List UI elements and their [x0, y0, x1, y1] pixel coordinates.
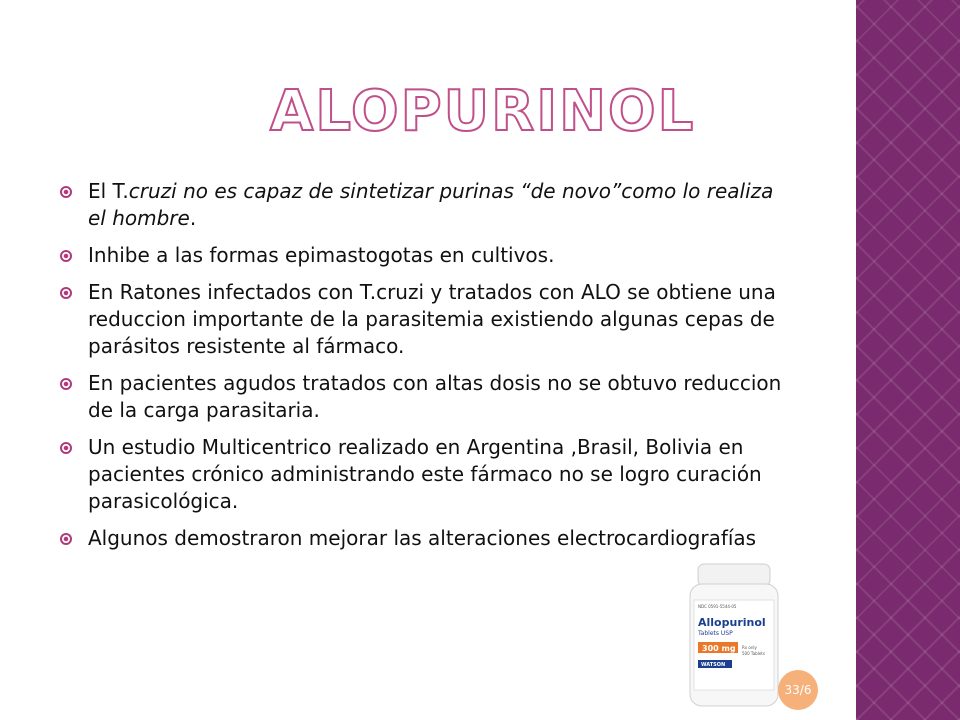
bullet-item-6: [58, 525, 788, 552]
bullet-item-5: [58, 434, 788, 515]
bullet-icon: [60, 378, 72, 390]
bullet-text-prefix: El T.: [88, 179, 129, 203]
bottle-ndc: NDC 0591-5544-05: [698, 604, 737, 609]
bullet-icon: [60, 533, 72, 545]
bottle-subtitle: Tablets USP: [698, 630, 733, 637]
bullet-text-italic: cruzi no es capaz de sintetizar purinas “de novo”como lo realiza el hombre: [88, 179, 774, 230]
bottle-maker: WATSON: [701, 662, 726, 668]
bullet-text: Un estudio Multicentrico realizado en Argentina ,Brasil, Bolivia en pacientes crónico administrando este fármaco no se logro curación parasicológica.: [88, 435, 762, 513]
decorative-side-panel: [856, 0, 960, 720]
slide-title: ALOPURINOL: [270, 79, 696, 144]
bullet-icon: [60, 442, 72, 454]
bullet-item-2: [58, 242, 788, 269]
page-number-badge: 33/6: [778, 670, 818, 710]
bullet-text: En pacientes agudos tratados con altas dosis no se obtuvo reduccion de la carga parasitaria.: [88, 371, 782, 422]
bullet-text: En Ratones infectados con T.cruzi y tratados con ALO se obtiene una reduccion importante de la parasitemia existiendo algunas cepas de parásitos resistente al fármaco.: [88, 280, 776, 358]
bottle-count: 500 Tablets: [742, 651, 765, 656]
bullet-icon: [60, 186, 72, 198]
bottle-brand: Allopurinol: [698, 616, 766, 629]
bottle-dose: 300 mg: [702, 644, 736, 653]
bullet-text: Algunos demostraron mejorar las alteraciones electrocardiografías: [88, 526, 757, 550]
bottle-rx: Rx only: [742, 645, 757, 650]
bullet-list: [58, 178, 788, 562]
bullet-icon: [60, 250, 72, 262]
bullet-item-1: [58, 178, 788, 232]
bullet-text-suffix: .: [189, 206, 197, 230]
bullet-item-4: [58, 370, 788, 424]
bullet-icon: [60, 287, 72, 299]
bullet-text: Inhibe a las formas epimastogotas en cultivos.: [88, 243, 555, 267]
pill-bottle-image: [684, 560, 784, 710]
bullet-item-3: [58, 279, 788, 360]
